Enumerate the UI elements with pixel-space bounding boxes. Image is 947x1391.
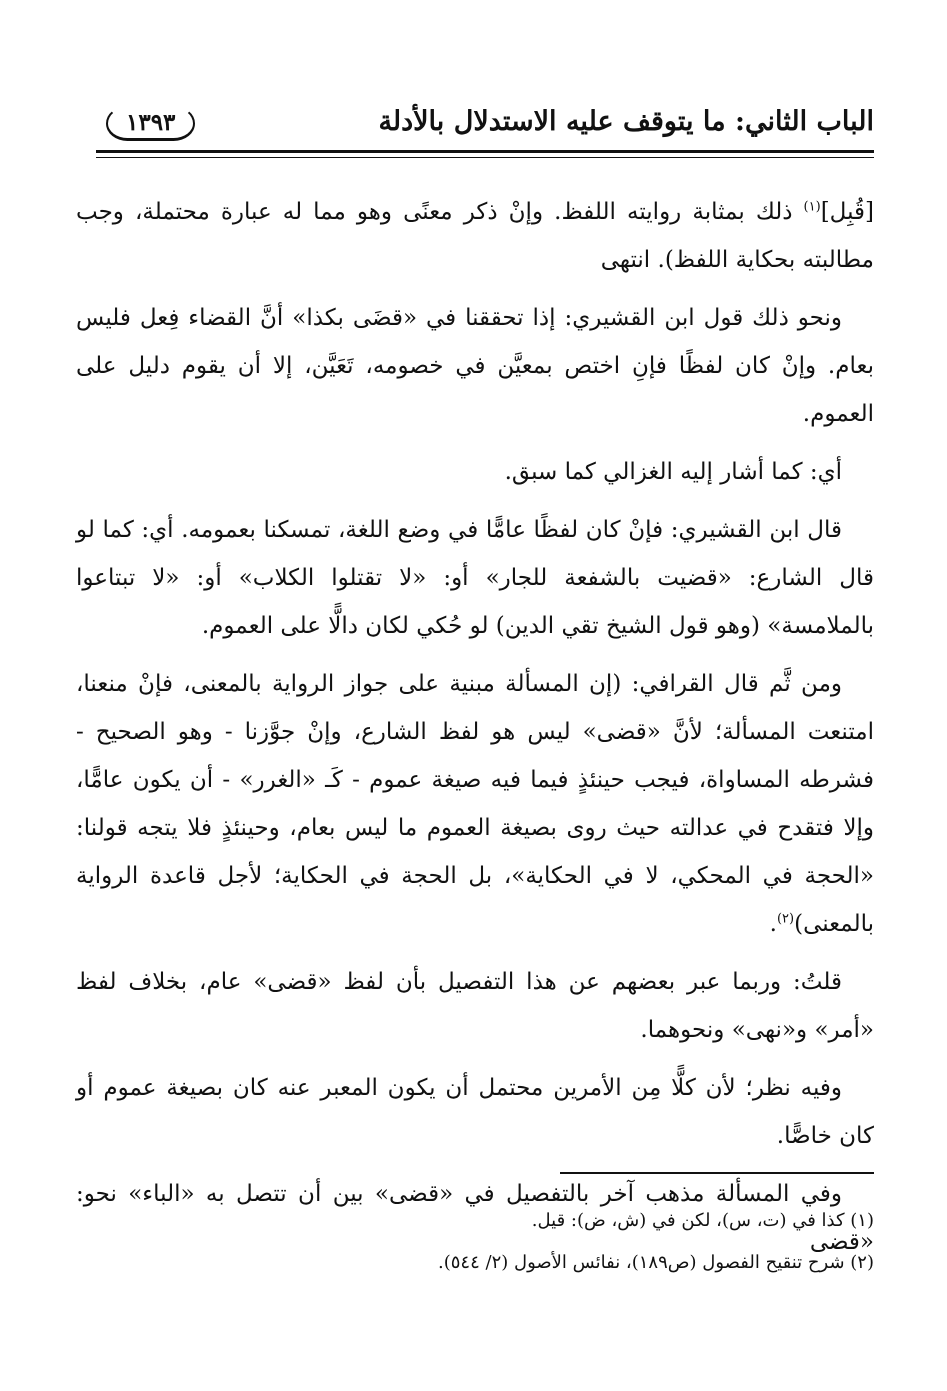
header-rule-thick bbox=[96, 150, 874, 153]
paragraph-1-text-end: ذلك بمثابة روايته اللفظ. وإنْ ذكر معنًى وهو مما له عبارة محتملة، وجب مطالبته بحكاية اللفظ). انتهى bbox=[76, 199, 874, 273]
footnote-ref-2: (٢) bbox=[776, 911, 795, 927]
footnotes bbox=[76, 1200, 874, 1284]
footnote-1: (١) كذا في (ت، س)، لكن في (ش، ض): قيل. bbox=[531, 1210, 874, 1231]
paragraph-8: وفي المسألة مذهب آخر بالتفصيل في «قضى» بين أن تتصل به «الباء» نحو: «قضى bbox=[76, 1181, 874, 1255]
paragraph-5-text-start: ومن ثَّم قال القرافي: (إن المسألة مبنية على جواز الرواية بالمعنى، فإنْ منعنا، امتنعت المسألة؛ لأنَّ «قضى» ليس هو لفظ الشارع، وإنْ جوَّزنا - وهو الصحيح - فشرطه المساواة، فيجب حينئذٍ فيما فيه صيغة عموم - كَـ «الغرر» - أن يكون عامًّا، وإلا فتقدح في عدالته حيث روى بصيغة العموم ما ليس بعام، وحينئذٍ فلا يتجه قولنا: «الحجة في المحكي، لا في الحكاية»، بل الحجة في الحكاية؛ لأجل قاعدة الرواية بالمعنى) bbox=[76, 671, 874, 937]
paragraph-5-text-end: . bbox=[769, 911, 777, 937]
paragraph-4: قال ابن القشيري: فإنْ كان لفظًا عامًّا في وضع اللغة، تمسكنا بعمومه. أي: كما لو قال الشارع: «قضيت بالشفعة للجار» أو: «لا تقتلوا الكلاب» أو: «لا تبتاعوا بالملامسة» (وهو قول الشيخ تقي الدين) لو حُكي لكان دالًّا على العموم. bbox=[76, 517, 874, 639]
paragraph-1-text-start: [قُبِل] bbox=[820, 199, 874, 225]
paragraph-3: أي: كما أشار إليه الغزالي كما سبق. bbox=[504, 459, 842, 485]
page-number: ١٣٩٣ bbox=[106, 106, 195, 141]
paragraph-5 bbox=[76, 660, 874, 948]
paragraph-7: وفيه نظر؛ لأن كلًّا مِن الأمرين محتمل أن يكون المعبر عنه كان بصيغة عموم أو كان خاصًّا. bbox=[76, 1075, 874, 1149]
main-text bbox=[76, 188, 874, 1276]
footnote-ref-1: (١) bbox=[803, 199, 821, 215]
footnote-separator bbox=[560, 1172, 874, 1174]
footnote-2: (٢) شرح تنقيح الفصول (ص١٨٩)، نفائس الأصول (٢/ ٥٤٤). bbox=[438, 1252, 874, 1273]
page-header bbox=[78, 100, 874, 150]
header-rule-thin bbox=[96, 157, 874, 158]
paragraph-6: قلتُ: وربما عبر بعضهم عن هذا التفصيل بأن لفظ «قضى» عام، بخلاف لفظ «أمر» و«نهى» ونحوهما. bbox=[76, 969, 874, 1043]
chapter-title: الباب الثاني: ما يتوقف عليه الاستدلال بالأدلة bbox=[378, 106, 874, 137]
paragraph-2: ونحو ذلك قول ابن القشيري: إذا تحققنا في «قضَى بكذا» أنَّ القضاء فِعل فليس بعام. وإنْ كان لفظًا فإنِ اختص بمعيَّن في خصومه، تَعَيَّن، إلا أن يقوم دليل على العموم. bbox=[76, 305, 874, 427]
paragraph-1 bbox=[76, 188, 874, 284]
